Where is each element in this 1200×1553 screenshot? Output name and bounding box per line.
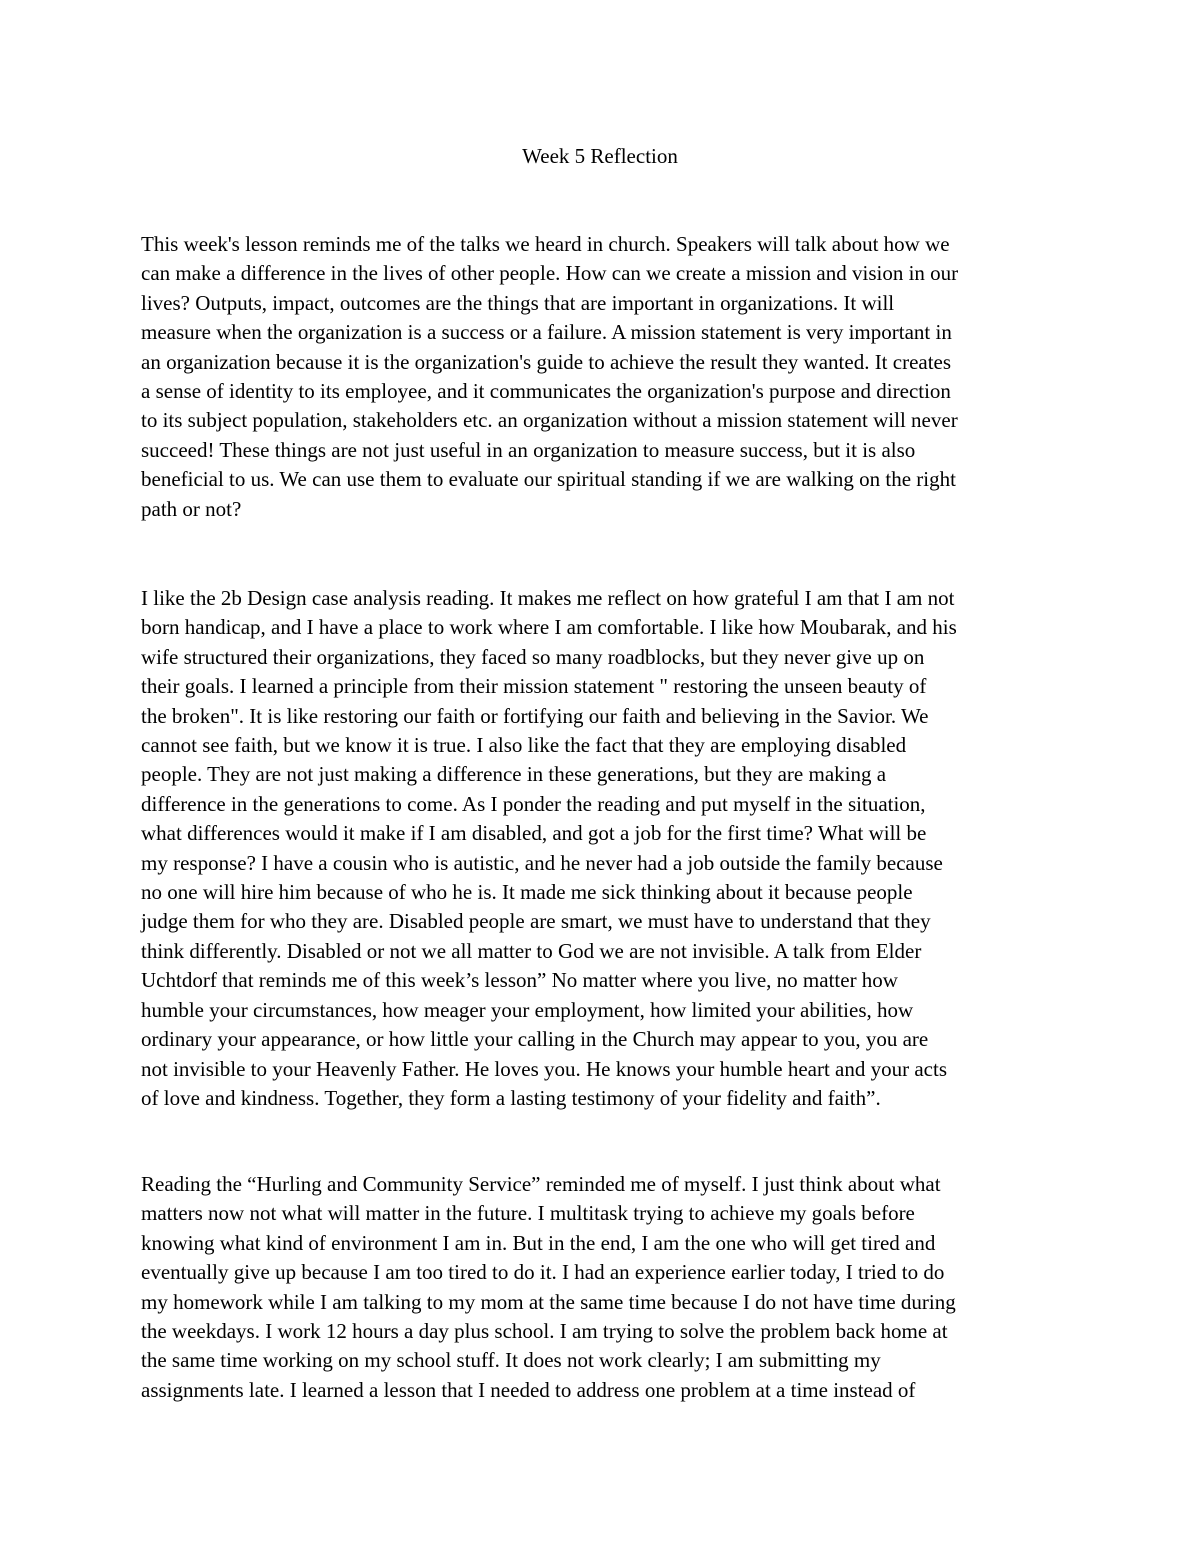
text-line: people. They are not just making a difference in these generations, but they are making a [141, 762, 887, 787]
text-line: This week's lesson reminds me of the talks we heard in church. Speakers will talk about how we [141, 232, 950, 256]
text-line: of love and kindness. Together, they form a lasting testimony of your fidelity and faith”. [141, 1085, 881, 1110]
text-line: matters now not what will matter in the future. I multitask trying to achieve my goals before [141, 1201, 915, 1226]
text-line: my homework while I am talking to my mom at the same time because I do not have time during [141, 1289, 956, 1314]
paragraph-1 [141, 230, 1061, 524]
text-line: beneficial to us. We can use them to evaluate our spiritual standing if we are walking on the right [141, 467, 956, 492]
text-line: what differences would it make if I am disabled, and got a job for the first time? What will be [141, 821, 927, 846]
text-line: can make a difference in the lives of other people. How can we create a mission and vision in our [141, 261, 959, 286]
text-line: to its subject population, stakeholders etc. an organization without a mission statement will never [141, 408, 958, 433]
document-title: Week 5 Reflection [522, 144, 678, 168]
text-line: Reading the “Hurling and Community Service” reminded me of myself. I just think about what [141, 1172, 941, 1196]
text-line: think differently. Disabled or not we all matter to God we are not invisible. A talk from Elder [141, 938, 922, 963]
text-line: born handicap, and I have a place to work where I am comfortable. I like how Moubarak, and his [141, 615, 957, 640]
paragraph-2 [141, 584, 1061, 1113]
text-line: succeed! These things are not just useful in an organization to measure success, but it is also [141, 437, 916, 462]
text-line: measure when the organization is a success or a failure. A mission statement is very important in [141, 320, 952, 345]
text-line: the weekdays. I work 12 hours a day plus school. I am trying to solve the problem back home at [141, 1319, 948, 1344]
text-line: no one will hire him because of who he is. It made me sick thinking about it because people [141, 880, 913, 905]
text-line: a sense of identity to its employee, and it communicates the organization's purpose and direction [141, 379, 951, 404]
text-line: path or not? [141, 496, 242, 521]
text-line: cannot see faith, but we know it is true. I also like the fact that they are employing disabled [141, 733, 907, 758]
text-line: the broken". It is like restoring our faith or fortifying our faith and believing in the Savior. We [141, 703, 929, 728]
text-line: humble your circumstances, how meager your employment, how limited your abilities, how [141, 997, 914, 1022]
paragraph-3 [141, 1170, 1061, 1405]
text-line: lives? Outputs, impact, outcomes are the things that are important in organizations. It will [141, 290, 895, 315]
text-line: assignments late. I learned a lesson that I needed to address one problem at a time instead of [141, 1377, 916, 1402]
text-line: my response? I have a cousin who is autistic, and he never had a job outside the family because [141, 850, 943, 875]
text-line: an organization because it is the organization's guide to achieve the result they wanted. It creates [141, 349, 952, 374]
text-line: judge them for who they are. Disabled people are smart, we must have to understand that they [141, 909, 931, 934]
text-line: I like the 2b Design case analysis reading. It makes me reflect on how grateful I am that I am not [141, 586, 955, 610]
text-line: Uchtdorf that reminds me of this week’s lesson” No matter where you live, no matter how [141, 968, 898, 993]
text-line: difference in the generations to come. As I ponder the reading and put myself in the situation, [141, 791, 926, 816]
text-line: ordinary your appearance, or how little your calling in the Church may appear to you, you are [141, 1027, 929, 1052]
text-line: knowing what kind of environment I am in. But in the end, I am the one who will get tired and [141, 1230, 936, 1255]
text-line: eventually give up because I am too tired to do it. I had an experience earlier today, I tried to do [141, 1260, 945, 1285]
text-line: the same time working on my school stuff. It does not work clearly; I am submitting my [141, 1348, 881, 1373]
text-line: wife structured their organizations, they faced so many roadblocks, but they never give up on [141, 644, 925, 669]
text-line: not invisible to your Heavenly Father. He loves you. He knows your humble heart and your acts [141, 1056, 947, 1081]
text-line: their goals. I learned a principle from their mission statement " restoring the unseen beauty of [141, 674, 927, 699]
